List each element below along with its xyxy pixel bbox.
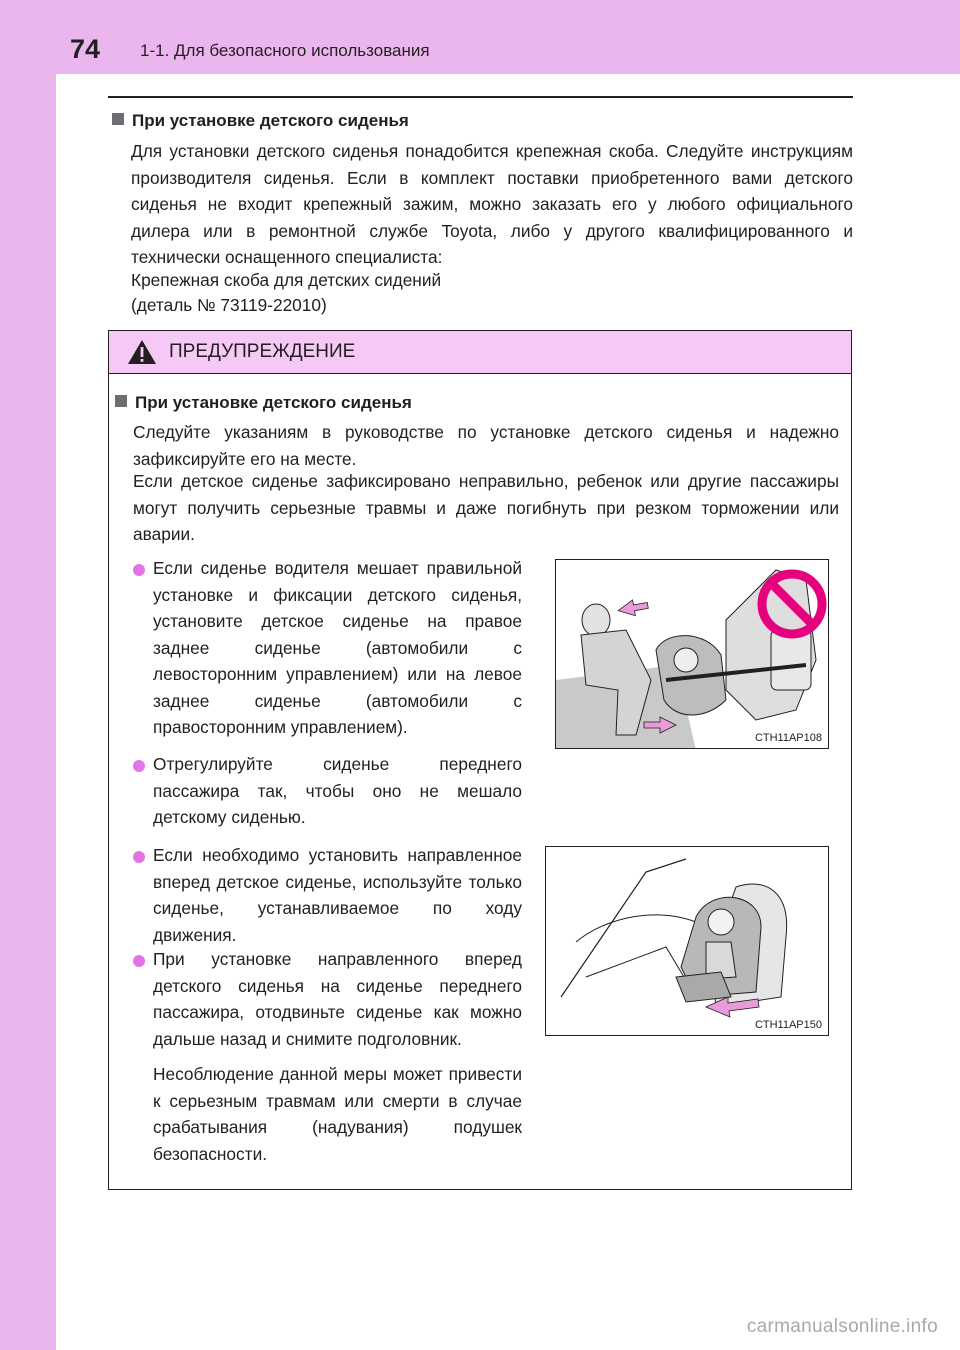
child-seat-illustration-1	[556, 560, 829, 749]
square-bullet-icon	[112, 113, 124, 125]
bullet-dot-icon	[133, 564, 145, 576]
warning-intro-1: Следуйте указаниям в руководстве по установке детского сиденья и надежно зафиксируйте его на месте.	[133, 422, 839, 469]
header-rule	[108, 96, 853, 98]
section-body: Для установки детского сиденья понадобится крепежная скоба. Следуйте инструкциям производителя сиденья. Если в комплект поставки приобретенного вами детского сиденья не входит крепежный зажим, можно заказать его у любого официального дилера или в ремонтной службе Toyota, либо у другого квалифицированного и технически оснащенного специалиста:	[131, 141, 853, 267]
warning-bullet-4-note: Несоблюдение данной меры может привести к серьезным травмам или смерти в случае срабатывания (надувания) подушек безопасности.	[153, 1064, 522, 1164]
warning-intro-2: Если детское сиденье зафиксировано неправильно, ребенок или другие пассажиры могут получить серьезные травмы и даже погибнуть при резком торможении или аварии.	[133, 471, 839, 544]
warning-label: ПРЕДУПРЕЖДЕНИЕ	[169, 341, 356, 362]
figure-rear-facing-seat	[555, 559, 829, 749]
warning-section-title	[115, 392, 412, 414]
side-tab-band	[0, 0, 56, 1350]
section-title	[112, 110, 409, 132]
figure-code-1: CTH11AP108	[754, 732, 822, 744]
warning-bullet-4: При установке направленного вперед детского сиденья на сиденье переднего пассажира, отодвиньте сиденье как можно дальше назад и снимите подголовник.	[153, 949, 522, 1049]
warning-box	[108, 330, 852, 1190]
figure-forward-facing-seat	[545, 846, 829, 1036]
header-band	[56, 0, 960, 74]
figure-code-2: CTH11AP150	[754, 1019, 822, 1031]
part-line-1: Крепежная скоба для детских сидений	[131, 270, 442, 290]
warning-bullet-3: Если необходимо установить направленное вперед детское сиденье, используйте только сиденье, устанавливаемое по ходу движения.	[153, 845, 522, 945]
child-seat-illustration-2	[546, 847, 829, 1036]
part-line-2: (деталь № 73119-22010)	[131, 295, 327, 315]
warning-header	[109, 331, 851, 374]
watermark: carmanualsonline.info	[746, 1316, 938, 1337]
warning-bullet-2: Отрегулируйте сиденье переднего пассажира так, чтобы оно не мешало детскому сиденью.	[153, 754, 522, 827]
bullet-dot-icon	[133, 760, 145, 772]
running-title: 1-1. Для безопасного использования	[140, 41, 430, 60]
bullet-dot-icon	[133, 851, 145, 863]
warning-bullet-1: Если сиденье водителя мешает правильной установке и фиксации детского сиденья, установите детское сиденье на правое заднее сиденье (автомобили с левосторонним управлением) или на левое заднее сиденье (автомобили с правосторонним управлением).	[153, 558, 522, 737]
warning-title-text: При установке детского сиденья	[135, 393, 412, 412]
section-title-text: При установке детского сиденья	[132, 111, 409, 130]
bullet-dot-icon	[133, 955, 145, 967]
square-bullet-icon	[115, 395, 127, 407]
warning-triangle-icon	[127, 339, 157, 365]
page-number: 74	[70, 34, 101, 64]
